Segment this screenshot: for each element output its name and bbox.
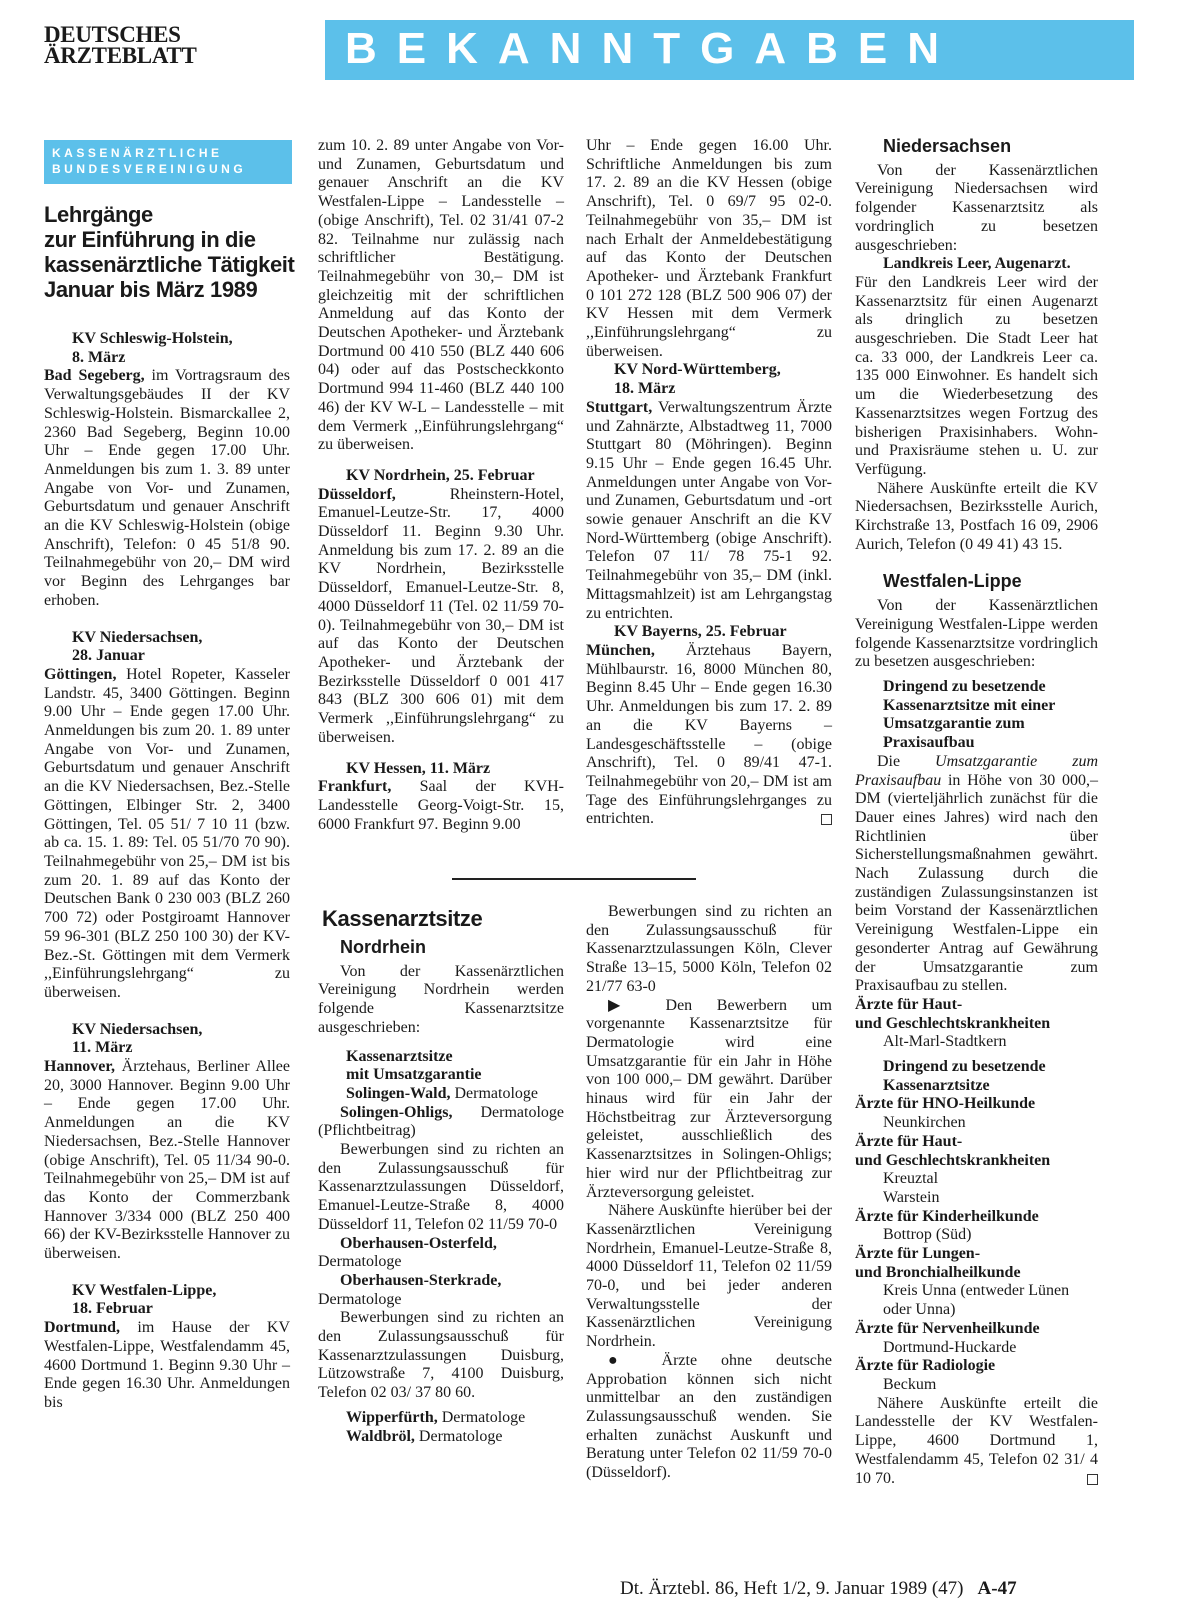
lehrgaenge-title: [44, 202, 304, 302]
kv-nw-body: Verwaltungszentrum Ärzte und Zahnärzte, Albstadtweg 11, 7000 Stuttgart 80 (Möhringen). Beginn 9.15 Uhr – Ende gegen 16.45 Uhr. Anmeldungen unter Angabe von Vor- und Zunamen, Geburtsdatum und -ort sowie genauer Anschrift an die KV Nord-Württemberg (obige Anschrift). Telefon 07 11/ 78 75-1 92. Teilnahmegebühr von 35,– DM (inkl. Mittagsmahlzeit) ist am Lehrgangstag zu entrichten.: [586, 398, 832, 622]
title-line: zur Einführung in die: [44, 227, 256, 252]
solingen-wald-city: Solingen-Wald,: [346, 1084, 451, 1102]
bewerbungen-duisburg: Bewerbungen sind zu richten an den Zulassungsausschuß für Kassenarztzulassungen Duisburg, Lützowstraße 7, 4100 Duisburg, Telefon 02 03/ 37 80 60.: [318, 1309, 564, 1402]
haut1-heading-1: Ärzte für Haut-: [855, 995, 963, 1013]
niedersachsen-heading: Niedersachsen: [883, 136, 1012, 156]
kv-wl-text: [44, 1319, 290, 1413]
kv-by-body: Ärztehaus Bayern, Mühlbaurstr. 16, 8000 München 80, Beginn 8.45 Uhr – Ende gegen 16.30 Uhr. Anmeldungen bis zum 17. 2. 89 an die KV Bayerns – Landesgeschäftsstelle – (obige Anschrift), Tel. 0 89/41 47-1. Teilnahmegebühr von 20,– DM ist am Tage des Einführungslehrganges zu entrichten.: [586, 641, 832, 828]
kassenarztsitze-heading: Kassenarztsitze: [322, 906, 483, 931]
column-2-bottom: [318, 938, 564, 1446]
kbv-line1: KASSENÄRZTLICHE: [52, 146, 223, 160]
kv-nr-heading: KV Nordrhein, 25. Februar: [346, 466, 535, 484]
nordrhein-subheading-2: mit Umsatzgarantie: [346, 1066, 482, 1084]
wipperfuerth: [318, 1409, 564, 1428]
kv-nds1-date: 28. Januar: [72, 647, 145, 665]
haut2-heading-2: und Geschlechtskrankheiten: [855, 1151, 1051, 1169]
section-banner: [325, 20, 1134, 80]
kv-he-text: [318, 778, 564, 834]
nerv-ort: Dortmund-Huckarde: [883, 1338, 1017, 1356]
kv-nds2-heading: KV Niedersachsen,: [72, 1020, 203, 1038]
haut2-ort-2: Warstein: [883, 1188, 940, 1206]
kv-nr-body: Rheinstern-Hotel, Emanuel-Leutze-Str. 17, 4000 Düsseldorf 11. Beginn 9.30 Uhr. Anmeldung bis zum 17. 2. 89 an die KV Nordrhein, Bezirksstelle Düsseldorf, Emanuel-Leutze-Str. 8, 4000 Düsseldorf 11 (Tel. 02 11/59 70-0). Teilnahmegebühr von 30,– DM ist auf das Konto der Deutschen Apotheker- und Ärztebank der Bezirksstelle Düsseldorf 0 001 417 843 (BLZ 300 606 01) mit dem Vermerk ,,Einführungslehrgang“ zu überweisen.: [318, 485, 564, 746]
nordrhein-intro: Von der Kassenärztlichen Vereinigung Nordrhein werden folgende Kassenarztsitze ausgeschrieben:: [318, 962, 564, 1036]
column-3-top: [586, 137, 832, 829]
approbation-hinweis: [586, 1352, 832, 1483]
kv-nr-city: Düsseldorf,: [318, 485, 396, 503]
kv-he-city: Frankfurt,: [318, 778, 392, 796]
solingen-wald-fach: Dermatologe: [454, 1084, 539, 1102]
kv-sh-text: [44, 367, 290, 610]
approbation-text: Ärzte ohne deutsche Approbation können sich nicht unmittelbar an den zuständigen Zulassungsausschuß wenden. Sie erhalten zunächst Auskunft und Beratung unter Telefon 02 11/59 70-0 (Düsseldorf).: [586, 1351, 832, 1482]
kbv-label: [44, 140, 292, 184]
kv-nds1-heading: KV Niedersachsen,: [72, 628, 203, 646]
column-1: [44, 330, 290, 1413]
kv-wl-body: im Hause der KV Westfalen-Lippe, Westfalendamm 45, 4600 Dortmund 1. Beginn 9.30 Uhr – Ende gegen 16.30 Uhr. Anmeldungen bis: [44, 1319, 290, 1411]
lunge-heading-2: und Bronchialheilkunde: [855, 1263, 1021, 1281]
solingen-wald: [318, 1085, 564, 1104]
umsatzgarantie-text: [855, 753, 1098, 996]
westfalen-intro: Von der Kassenärztlichen Vereinigung Westfalen-Lippe werden folgende Kassenarztsitze vordringlich zu besetzen ausgeschrieben:: [855, 597, 1098, 671]
westfalen-auskunft: [855, 1395, 1098, 1489]
bewerbungen-koeln: Bewerbungen sind zu richten an den Zulassungsausschuß für Kassenarztzulassungen Köln, Clever Straße 13–15, 5000 Köln, Telefon 02 21/77 63-0: [586, 903, 832, 995]
kv-wl-city: Dortmund,: [44, 1319, 121, 1337]
kv-nw-text: [586, 399, 832, 623]
westfalen-dringend-2: Dringend zu besetzende Kassenarztsitze: [883, 1058, 1046, 1094]
square-end-mark-icon: [1087, 1474, 1098, 1485]
kv-nds1-body: Hotel Ropeter, Kasseler Landstr. 45, 3400 Göttingen. Beginn 9.00 Uhr – Ende gegen 17.00 Uhr. Anmeldungen bis zum 20. 1. 89 unter Angabe von Vor- und Zunamen, Geburtsdatum und genauer Anschrift an die KV Niedersachsen, Bez.-Stelle Göttingen, Elbinger Str. 2, 3400 Göttingen, Tel. 05 51/ 7 10 11 (bzw. ab ca. 15. 1. 89: Tel. 05 51/70 70 90). Teilnahmegebühr von 25,– DM ist bis zum 20. 1. 89 auf das Konto der Deutschen Bank 0 230 003 (BLZ 260 700 72) oder Postgiroamt Hannover 59 96-301 (BLZ 250 100 30) der KV-Bez.-St. Göttingen mit dem Vermerk ,,Einführungslehrgang“ zu überweisen.: [44, 665, 291, 1001]
umsatzgarantie-body: in Höhe von 30 000,– DM (vierteljährlich zunächst für die Dauer eines Jahres) wird nach den Richtlinien über Sicherstellungsmaßnahmen gewährt. Nach Zulassung durch die zuständigen Zulassungsinstanzen ist beim Vorstand der Kassenärztlichen Vereinigung Westfalen-Lippe ein gesonderter Antrag auf Gewährung der Umsatzgarantie zum Praxisaufbau zu stellen.: [855, 771, 1098, 995]
column-4: [855, 137, 1098, 1488]
kv-sh-body: im Vortragsraum des Verwaltungsgebäudes II der KV Schleswig-Holstein. Bismarckallee 2, 2360 Bad Segeberg, Beginn 10.00 Uhr – Ende gegen 17.00 Uhr. Anmeldungen bis zum 1. 3. 89 unter Angabe von Vor- und Zunamen, Geburtsdatum und genauer Anschrift an die KV Schleswig-Holstein (obige Anschrift), Telefon: 0 45 51/8 90. Teilnahmegebühr von 20,– DM wird vor Beginn des Lehrganges bar erhoben.: [44, 367, 290, 609]
kv-sh-city: Bad Segeberg,: [44, 367, 145, 385]
umsatzgarantie-pre: Die: [877, 752, 901, 770]
bewerber-umsatzgarantie: [586, 997, 832, 1203]
page-number: A-47: [977, 1578, 1017, 1599]
square-end-mark-icon: [821, 814, 832, 825]
wipperfuerth-fach: Dermatologe: [441, 1408, 526, 1426]
oberhausen-sterkrade: [318, 1272, 564, 1309]
title-line: Lehrgänge: [44, 202, 153, 227]
kv-he-body: Saal der KVH-Landesstelle Georg-Voigt-Str. 15, 6000 Frankfurt 97. Beginn 9.00: [318, 778, 564, 833]
kv-by-city: München,: [586, 641, 655, 659]
kv-nw-date: 18. März: [614, 380, 676, 398]
solingen-ohligs-city: Solingen-Ohligs,: [340, 1103, 453, 1121]
masthead-logo: [44, 24, 284, 66]
oberhausen-sterkrade-fach: Dermatologe: [318, 1290, 402, 1308]
waldbroel: [318, 1428, 564, 1447]
haut2-heading-1: Ärzte für Haut-: [855, 1132, 963, 1150]
title-line: Januar bis März 1989: [44, 277, 258, 302]
masthead-line2: ÄRZTEBLATT: [44, 43, 197, 68]
kind-heading: Ärzte für Kinderheilkunde: [855, 1207, 1039, 1225]
lunge-heading-1: Ärzte für Lungen-: [855, 1245, 981, 1263]
kv-nds1-city: Göttingen,: [44, 665, 117, 683]
section-divider: [452, 878, 696, 880]
kv-nds1-text: [44, 666, 290, 1003]
oberhausen-sterkrade-city: Oberhausen-Sterkrade,: [340, 1271, 502, 1289]
oberhausen-osterfeld: [318, 1235, 564, 1272]
haut2-ort-1: Kreuztal: [883, 1170, 939, 1188]
niedersachsen-intro: Von der Kassenärztlichen Vereinigung Niedersachsen wird folgender Kassenarztsitz als vordringlich zu besetzen ausgeschrieben:: [855, 161, 1098, 254]
footer-citation: Dt. Ärztebl. 86, Heft 1/2, 9. Januar 1989 (47): [620, 1578, 964, 1599]
round-bullet-icon: ●: [608, 1351, 638, 1369]
nordrhein-auskunft: Nähere Auskünfte hierüber bei der Kassenärztlichen Vereinigung Nordrhein, Emanuel-Leutze-Straße 8, 4000 Düsseldorf 11, Telefon 02 11/59 70-0, und bei jeder anderen Verwaltungsstelle der Kassenärztlichen Vereinigung Nordrhein.: [586, 1202, 832, 1351]
kbv-line2: BUNDESVEREINIGUNG: [52, 162, 247, 176]
kv-by-heading: KV Bayerns, 25. Februar: [614, 623, 787, 641]
umsatzgarantie-italic: Umsatzgarantie zum Praxisaufbau: [855, 752, 1098, 789]
leer-heading: Landkreis Leer, Augenarzt.: [883, 255, 1071, 273]
triangle-bullet-icon: ▶: [608, 996, 641, 1014]
leer-text: Für den Landkreis Leer wird der Kassenarztsitz für einen Augenarzt als dringlich zu besetzen ausgeschrieben. Die Stadt Leer hat ca. 33 000, der Landkreis Leer ca. 135 000 Einwohner. Es handelt sich um die Wiederbesetzung des Kassenarztsitzes wegen Fortzug des bisherigen Praxisinhabers. Wohn- und Praxisräume stehen u. U. zur Verfügung.: [855, 273, 1098, 478]
kv-nw-city: Stuttgart,: [586, 398, 653, 416]
solingen-ohligs: [318, 1104, 564, 1141]
kv-he-heading: KV Hessen, 11. März: [346, 759, 491, 777]
westfalen-auskunft-text: Nähere Auskünfte erteilt die Landesstelle der KV Westfalen-Lippe, 4600 Dortmund 1, Westfalendamm 45, Telefon 02 31/ 4 10 70.: [855, 1394, 1098, 1487]
kv-by-text: [586, 642, 832, 829]
kind-ort: Bottrop (Süd): [883, 1226, 972, 1244]
kv-nds2-body: Ärztehaus, Berliner Allee 20, 3000 Hannover. Beginn 9.00 Uhr – Ende gegen 17.00 Uhr. Anmeldungen an die KV Niedersachsen, Bez.-Stelle Hannover (obige Anschrift), Tel. 05 11/34 90-0. Teilnahmegebühr von 25,– DM ist auf das Konto der Commerzbank Hannover 3/334 000 (BLZ 250 400 66) der KV-Bezirksstelle Hannover zu überweisen.: [44, 1058, 290, 1263]
rad-ort: Beckum: [883, 1376, 937, 1393]
kv-nw-heading: KV Nord-Württemberg,: [614, 361, 781, 379]
nordrhein-subheading-1: Kassenarztsitze: [346, 1047, 453, 1065]
haut1-ort: Alt-Marl-Stadtkern: [883, 1033, 1007, 1051]
column-2-top: [318, 137, 564, 834]
kv-he-cont: Uhr – Ende gegen 16.00 Uhr. Schriftliche Anmeldungen bis zum 17. 2. 89 an die KV Hessen (obige Anschrift), Tel. 0 69/7 95 02-0. Teilnahmegebühr von 35,– DM ist nach Erhalt der Anmeldebestätigung auf das Konto der Deutschen Apotheker- und Ärztebank Frankfurt 0 101 272 128 (BLZ 500 906 07) der KV Hessen mit dem Vermerk ,,Einführungslehrgang“ zu überweisen.: [586, 137, 832, 360]
bewerbungen-duesseldorf: Bewerbungen sind zu richten an den Zulassungsausschuß für Kassenarztzulassungen Düsseldorf, Emanuel-Leutze-Straße 8, 4000 Düsseldorf 11, Telefon 02 11/59 70-0: [318, 1141, 564, 1233]
lunge-ort: Kreis Unna (entweder Lünen oder Unna): [883, 1282, 1070, 1319]
page-footer: [620, 1578, 1017, 1600]
nerv-heading: Ärzte für Nervenheilkunde: [855, 1319, 1040, 1337]
solingen-ohligs-fach: Dermatologe (Pflichtbeitrag): [318, 1103, 564, 1140]
waldbroel-fach: Dermatologe: [418, 1427, 503, 1445]
nordrhein-heading: Nordrhein: [340, 937, 427, 957]
kv-wl-heading: KV Westfalen-Lippe,: [72, 1281, 217, 1299]
masthead-line1: DEUTSCHES: [44, 22, 181, 47]
kv-nds2-text: [44, 1058, 290, 1264]
haut1-heading-2: und Geschlechtskrankheiten: [855, 1014, 1051, 1032]
kv-wl-date: 18. Februar: [72, 1300, 153, 1318]
kv-nds2-city: Hannover,: [44, 1058, 115, 1076]
hno-ort: Neunkirchen: [883, 1114, 966, 1132]
bewerber-text: Den Bewerbern um vorgenannte Kassenarztsitze für Dermatologie wird eine Umsatzgarantie für ein Jahr in Höhe von 100 000,– DM gewährt. Darüber hinaus wird für ein Jahr der Höchstbeitrag zur Ärzteversorgung geleistet, ausschließlich des Kassenarztsitzes in Solingen-Ohligs; hier wird nur der Pflichtbeitrag zur Ärzteversorgung geleistet.: [586, 996, 832, 1201]
niedersachsen-auskunft: Nähere Auskünfte erteilt die KV Niedersachsen, Bezirksstelle Aurich, Kirchstraße 13, Postfach 16 09, 2906 Aurich, Telefon (0 49 41) 43 15.: [855, 479, 1098, 553]
kv-nr-text: [318, 486, 564, 748]
title-line: kassenärztliche Tätigkeit: [44, 252, 295, 277]
westfalen-dringend-1: Dringend zu besetzende Kassenarztsitze mit einer Umsatzgarantie zum Praxisaufbau: [883, 677, 1056, 752]
kv-sh-heading: KV Schleswig-Holstein,: [72, 330, 233, 347]
oberhausen-osterfeld-fach: Dermatologe: [318, 1253, 402, 1271]
banner-title: BEKANNTGABEN: [345, 24, 959, 73]
kv-nds2-date: 11. März: [72, 1039, 133, 1057]
kv-sh-date: 8. März: [72, 348, 126, 366]
westfalen-heading: Westfalen-Lippe: [883, 571, 1022, 592]
kv-wl-cont: zum 10. 2. 89 unter Angabe von Vor- und Zunamen, Geburtsdatum und genauer Anschrift an die KV Westfalen-Lippe – Landesstelle – (obige Anschrift), Tel. 02 31/41 07-2 82. Teilnahme nur zulässig nach schriftlicher Bestätigung. Teilnahmegebühr von 30,– DM ist gleichzeitig mit der schriftlichen Anmeldung auf das Konto der Deutschen Apotheker- und Ärztebank Dortmund 00 410 550 (BLZ 440 606 04) oder auf das Postscheckkonto Dortmund 994 11-460 (BLZ 440 100 46) der KV W-L – Landesstelle – mit dem Vermerk ,,Einführungslehrgang“ zu überweisen.: [318, 137, 564, 454]
column-3-bottom: [586, 903, 832, 1483]
oberhausen-osterfeld-city: Oberhausen-Osterfeld,: [340, 1234, 497, 1252]
wipperfuerth-city: Wipperfürth,: [346, 1408, 438, 1426]
hno-heading: Ärzte für HNO-Heilkunde: [855, 1095, 1036, 1113]
rad-heading: Ärzte für Radiologie: [855, 1357, 996, 1375]
waldbroel-city: Waldbröl,: [346, 1427, 415, 1445]
